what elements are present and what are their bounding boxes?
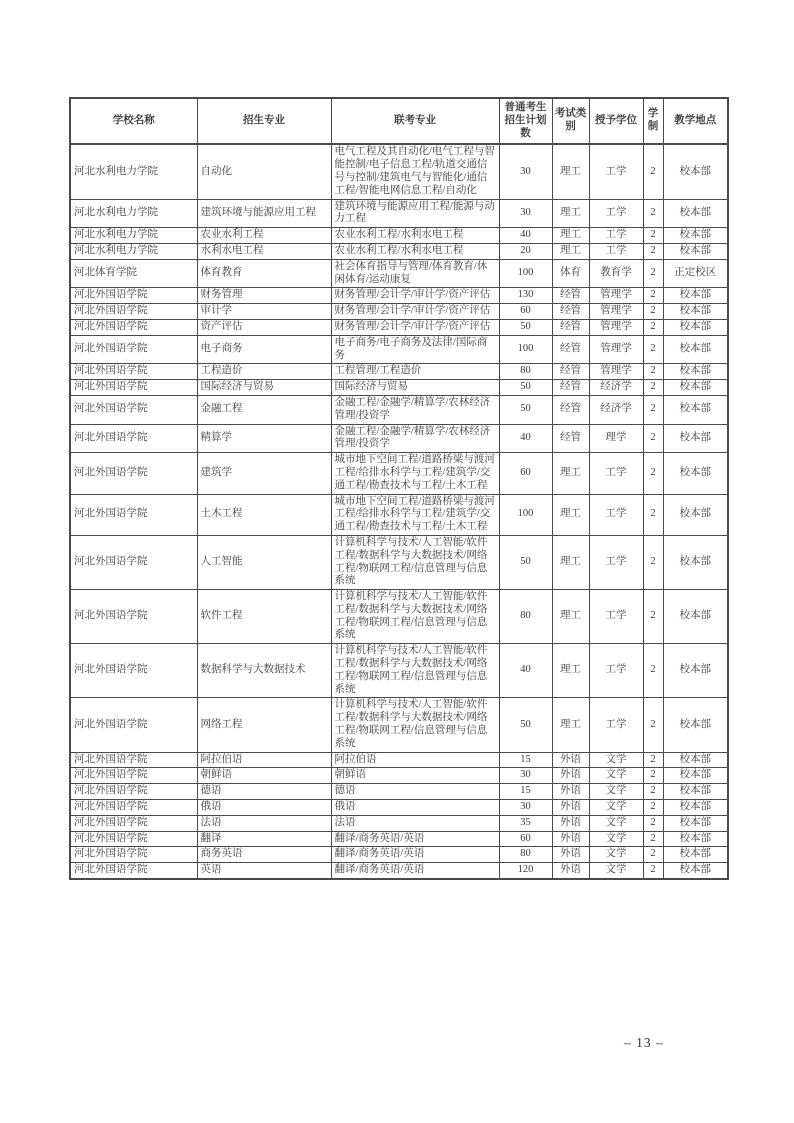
cell-duration: 2 — [643, 590, 663, 644]
cell-exam-category: 外语 — [552, 863, 589, 879]
cell-plan-count: 120 — [499, 863, 552, 879]
cell-duration: 2 — [643, 784, 663, 800]
cell-teaching-location: 校本部 — [663, 863, 728, 879]
cell-teaching-location: 校本部 — [663, 364, 728, 380]
cell-plan-count: 50 — [499, 698, 552, 752]
cell-degree-awarded: 经济学 — [589, 395, 643, 424]
cell-exam-category: 外语 — [552, 800, 589, 816]
cell-degree-awarded: 工学 — [589, 590, 643, 644]
cell-joint-exam-major: 农业水利工程/水利水电工程 — [331, 228, 499, 244]
cell-teaching-location: 校本部 — [663, 815, 728, 831]
cell-exam-category: 理工 — [552, 535, 589, 589]
cell-plan-count: 20 — [499, 243, 552, 259]
table-row — [70, 380, 728, 396]
cell-degree-awarded: 工学 — [589, 243, 643, 259]
cell-exam-category: 外语 — [552, 784, 589, 800]
cell-teaching-location: 校本部 — [663, 304, 728, 320]
cell-school-name: 河北外国语学院 — [70, 768, 197, 784]
cell-exam-category: 经管 — [552, 304, 589, 320]
cell-plan-count: 50 — [499, 395, 552, 424]
cell-school-name: 河北外国语学院 — [70, 535, 197, 589]
cell-joint-exam-major: 法语 — [331, 815, 499, 831]
cell-joint-exam-major: 电子商务/电子商务及法律/国际商务 — [331, 335, 499, 364]
cell-joint-exam-major: 金融工程/金融学/精算学/农林经济管理/投资学 — [331, 424, 499, 453]
cell-enroll-major: 农业水利工程 — [197, 228, 331, 244]
table-header-row — [70, 98, 728, 144]
cell-duration: 2 — [643, 259, 663, 288]
cell-duration: 2 — [643, 800, 663, 816]
cell-enroll-major: 土木工程 — [197, 494, 331, 535]
cell-plan-count: 80 — [499, 847, 552, 863]
cell-enroll-major: 水利水电工程 — [197, 243, 331, 259]
cell-enroll-major: 网络工程 — [197, 698, 331, 752]
cell-joint-exam-major: 计算机科学与技术/人工智能/软件工程/数据科学与大数据技术/网络工程/物联网工程/信息管理与信息系统 — [331, 590, 499, 644]
cell-exam-category: 经管 — [552, 364, 589, 380]
cell-exam-category: 理工 — [552, 698, 589, 752]
cell-joint-exam-major: 朝鲜语 — [331, 768, 499, 784]
cell-plan-count: 50 — [499, 319, 552, 335]
cell-joint-exam-major: 财务管理/会计学/审计学/资产评估 — [331, 288, 499, 304]
header-enroll-major: 招生专业 — [197, 98, 331, 144]
cell-joint-exam-major: 财务管理/会计学/审计学/资产评估 — [331, 304, 499, 320]
cell-school-name: 河北外国语学院 — [70, 800, 197, 816]
cell-school-name: 河北外国语学院 — [70, 304, 197, 320]
cell-enroll-major: 商务英语 — [197, 847, 331, 863]
cell-school-name: 河北外国语学院 — [70, 494, 197, 535]
cell-exam-category: 经管 — [552, 319, 589, 335]
header-duration: 学制 — [643, 98, 663, 144]
cell-teaching-location: 校本部 — [663, 228, 728, 244]
cell-exam-category: 经管 — [552, 335, 589, 364]
cell-teaching-location: 校本部 — [663, 335, 728, 364]
cell-exam-category: 外语 — [552, 831, 589, 847]
cell-joint-exam-major: 计算机科学与技术/人工智能/软件工程/数据科学与大数据技术/网络工程/物联网工程/信息管理与信息系统 — [331, 535, 499, 589]
cell-enroll-major: 人工智能 — [197, 535, 331, 589]
cell-exam-category: 外语 — [552, 768, 589, 784]
cell-teaching-location: 校本部 — [663, 288, 728, 304]
cell-joint-exam-major: 德语 — [331, 784, 499, 800]
cell-teaching-location: 校本部 — [663, 199, 728, 228]
cell-joint-exam-major: 阿拉伯语 — [331, 752, 499, 768]
cell-duration: 2 — [643, 288, 663, 304]
cell-school-name: 河北外国语学院 — [70, 863, 197, 879]
cell-joint-exam-major: 国际经济与贸易 — [331, 380, 499, 396]
cell-degree-awarded: 文学 — [589, 768, 643, 784]
table-row — [70, 304, 728, 320]
cell-plan-count: 130 — [499, 288, 552, 304]
cell-enroll-major: 建筑环境与能源应用工程 — [197, 199, 331, 228]
cell-plan-count: 30 — [499, 144, 552, 199]
cell-teaching-location: 校本部 — [663, 831, 728, 847]
cell-enroll-major: 自动化 — [197, 144, 331, 199]
cell-exam-category: 体育 — [552, 259, 589, 288]
enrollment-plan-table — [69, 97, 729, 880]
cell-plan-count: 40 — [499, 644, 552, 698]
cell-enroll-major: 金融工程 — [197, 395, 331, 424]
cell-plan-count: 30 — [499, 199, 552, 228]
header-joint-exam-major: 联考专业 — [331, 98, 499, 144]
cell-degree-awarded: 文学 — [589, 863, 643, 879]
cell-school-name: 河北外国语学院 — [70, 335, 197, 364]
page-number: – 13 – — [624, 1035, 664, 1050]
cell-school-name: 河北水利电力学院 — [70, 199, 197, 228]
cell-exam-category: 理工 — [552, 644, 589, 698]
cell-degree-awarded: 经济学 — [589, 380, 643, 396]
cell-enroll-major: 阿拉伯语 — [197, 752, 331, 768]
cell-plan-count: 15 — [499, 752, 552, 768]
cell-enroll-major: 工程造价 — [197, 364, 331, 380]
header-plan-count: 普通考生招生计划数 — [499, 98, 552, 144]
cell-duration: 2 — [643, 243, 663, 259]
cell-degree-awarded: 文学 — [589, 847, 643, 863]
cell-enroll-major: 英语 — [197, 863, 331, 879]
cell-school-name: 河北外国语学院 — [70, 831, 197, 847]
cell-degree-awarded: 工学 — [589, 453, 643, 494]
cell-enroll-major: 财务管理 — [197, 288, 331, 304]
cell-teaching-location: 校本部 — [663, 698, 728, 752]
table-row — [70, 800, 728, 816]
cell-enroll-major: 德语 — [197, 784, 331, 800]
cell-plan-count: 15 — [499, 784, 552, 800]
table-row — [70, 199, 728, 228]
cell-exam-category: 经管 — [552, 288, 589, 304]
cell-enroll-major: 建筑学 — [197, 453, 331, 494]
cell-degree-awarded: 理学 — [589, 424, 643, 453]
cell-duration: 2 — [643, 453, 663, 494]
table-row — [70, 494, 728, 535]
cell-teaching-location: 校本部 — [663, 644, 728, 698]
cell-degree-awarded: 文学 — [589, 831, 643, 847]
cell-enroll-major: 体育教育 — [197, 259, 331, 288]
cell-duration: 2 — [643, 847, 663, 863]
cell-joint-exam-major: 金融工程/金融学/精算学/农林经济管理/投资学 — [331, 395, 499, 424]
cell-joint-exam-major: 计算机科学与技术/人工智能/软件工程/数据科学与大数据技术/网络工程/物联网工程/信息管理与信息系统 — [331, 698, 499, 752]
cell-enroll-major: 朝鲜语 — [197, 768, 331, 784]
cell-degree-awarded: 管理学 — [589, 304, 643, 320]
cell-degree-awarded: 工学 — [589, 644, 643, 698]
cell-joint-exam-major: 翻译/商务英语/英语 — [331, 831, 499, 847]
cell-exam-category: 理工 — [552, 144, 589, 199]
cell-exam-category: 外语 — [552, 847, 589, 863]
cell-plan-count: 60 — [499, 304, 552, 320]
cell-school-name: 河北外国语学院 — [70, 847, 197, 863]
cell-joint-exam-major: 电气工程及其自动化/电气工程与智能控制/电子信息工程/轨道交通信号与控制/建筑电气与智能化/通信工程/智能电网信息工程/自动化 — [331, 144, 499, 199]
cell-plan-count: 60 — [499, 453, 552, 494]
cell-plan-count: 30 — [499, 768, 552, 784]
cell-degree-awarded: 管理学 — [589, 288, 643, 304]
cell-joint-exam-major: 建筑环境与能源应用工程/能源与动力工程 — [331, 199, 499, 228]
cell-enroll-major: 国际经济与贸易 — [197, 380, 331, 396]
cell-plan-count: 60 — [499, 831, 552, 847]
cell-school-name: 河北外国语学院 — [70, 395, 197, 424]
cell-joint-exam-major: 工程管理/工程造价 — [331, 364, 499, 380]
cell-joint-exam-major: 社会体育指导与管理/体育教育/休闲体育/运动康复 — [331, 259, 499, 288]
cell-plan-count: 40 — [499, 424, 552, 453]
table-row — [70, 590, 728, 644]
cell-duration: 2 — [643, 494, 663, 535]
cell-teaching-location: 校本部 — [663, 494, 728, 535]
table-row — [70, 535, 728, 589]
cell-degree-awarded: 工学 — [589, 144, 643, 199]
table-row — [70, 847, 728, 863]
cell-enroll-major: 数据科学与大数据技术 — [197, 644, 331, 698]
cell-plan-count: 80 — [499, 590, 552, 644]
table-row — [70, 831, 728, 847]
cell-duration: 2 — [643, 424, 663, 453]
cell-duration: 2 — [643, 535, 663, 589]
cell-duration: 2 — [643, 815, 663, 831]
cell-school-name: 河北水利电力学院 — [70, 243, 197, 259]
cell-school-name: 河北水利电力学院 — [70, 144, 197, 199]
cell-duration: 2 — [643, 199, 663, 228]
cell-school-name: 河北外国语学院 — [70, 815, 197, 831]
header-teaching-location: 教学地点 — [663, 98, 728, 144]
cell-teaching-location: 校本部 — [663, 784, 728, 800]
cell-plan-count: 100 — [499, 259, 552, 288]
header-school-name: 学校名称 — [70, 98, 197, 144]
cell-joint-exam-major: 翻译/商务英语/英语 — [331, 847, 499, 863]
cell-school-name: 河北水利电力学院 — [70, 228, 197, 244]
cell-joint-exam-major: 财务管理/会计学/审计学/资产评估 — [331, 319, 499, 335]
cell-exam-category: 外语 — [552, 752, 589, 768]
cell-plan-count: 100 — [499, 494, 552, 535]
cell-enroll-major: 翻译 — [197, 831, 331, 847]
cell-school-name: 河北外国语学院 — [70, 319, 197, 335]
header-degree-awarded: 授予学位 — [589, 98, 643, 144]
cell-enroll-major: 资产评估 — [197, 319, 331, 335]
cell-degree-awarded: 工学 — [589, 228, 643, 244]
cell-joint-exam-major: 城市地下空间工程/道路桥梁与渡河工程/给排水科学与工程/建筑学/交通工程/勘查技术与工程/土木工程 — [331, 453, 499, 494]
cell-school-name: 河北外国语学院 — [70, 698, 197, 752]
cell-duration: 2 — [643, 698, 663, 752]
cell-plan-count: 50 — [499, 535, 552, 589]
cell-enroll-major: 俄语 — [197, 800, 331, 816]
table-row — [70, 228, 728, 244]
table-row — [70, 752, 728, 768]
cell-degree-awarded: 工学 — [589, 494, 643, 535]
cell-degree-awarded: 管理学 — [589, 364, 643, 380]
cell-school-name: 河北外国语学院 — [70, 590, 197, 644]
cell-duration: 2 — [643, 644, 663, 698]
cell-exam-category: 经管 — [552, 380, 589, 396]
cell-degree-awarded: 工学 — [589, 199, 643, 228]
table-row — [70, 335, 728, 364]
cell-joint-exam-major: 城市地下空间工程/道路桥梁与渡河工程/给排水科学与工程/建筑学/交通工程/勘查技术与工程/土木工程 — [331, 494, 499, 535]
cell-degree-awarded: 管理学 — [589, 319, 643, 335]
table-row — [70, 424, 728, 453]
cell-joint-exam-major: 计算机科学与技术/人工智能/软件工程/数据科学与大数据技术/网络工程/物联网工程/信息管理与信息系统 — [331, 644, 499, 698]
cell-exam-category: 理工 — [552, 199, 589, 228]
cell-exam-category: 理工 — [552, 453, 589, 494]
table-row — [70, 784, 728, 800]
cell-plan-count: 40 — [499, 228, 552, 244]
cell-duration: 2 — [643, 319, 663, 335]
cell-plan-count: 30 — [499, 800, 552, 816]
cell-joint-exam-major: 俄语 — [331, 800, 499, 816]
cell-degree-awarded: 文学 — [589, 815, 643, 831]
cell-enroll-major: 软件工程 — [197, 590, 331, 644]
cell-plan-count: 50 — [499, 380, 552, 396]
cell-joint-exam-major: 翻译/商务英语/英语 — [331, 863, 499, 879]
cell-duration: 2 — [643, 144, 663, 199]
cell-school-name: 河北体育学院 — [70, 259, 197, 288]
cell-teaching-location: 校本部 — [663, 395, 728, 424]
cell-enroll-major: 电子商务 — [197, 335, 331, 364]
cell-duration: 2 — [643, 335, 663, 364]
cell-school-name: 河北外国语学院 — [70, 752, 197, 768]
table-row — [70, 768, 728, 784]
table-row — [70, 288, 728, 304]
cell-plan-count: 80 — [499, 364, 552, 380]
cell-enroll-major: 精算学 — [197, 424, 331, 453]
cell-enroll-major: 审计学 — [197, 304, 331, 320]
cell-exam-category: 理工 — [552, 590, 589, 644]
cell-duration: 2 — [643, 228, 663, 244]
cell-degree-awarded: 教育学 — [589, 259, 643, 288]
cell-duration: 2 — [643, 752, 663, 768]
cell-duration: 2 — [643, 863, 663, 879]
cell-school-name: 河北外国语学院 — [70, 453, 197, 494]
cell-exam-category: 理工 — [552, 494, 589, 535]
cell-degree-awarded: 管理学 — [589, 335, 643, 364]
cell-duration: 2 — [643, 364, 663, 380]
cell-school-name: 河北外国语学院 — [70, 424, 197, 453]
cell-enroll-major: 法语 — [197, 815, 331, 831]
cell-exam-category: 理工 — [552, 228, 589, 244]
cell-school-name: 河北外国语学院 — [70, 364, 197, 380]
cell-teaching-location: 校本部 — [663, 590, 728, 644]
table-row — [70, 698, 728, 752]
cell-plan-count: 35 — [499, 815, 552, 831]
cell-degree-awarded: 工学 — [589, 535, 643, 589]
cell-degree-awarded: 文学 — [589, 800, 643, 816]
table-row — [70, 319, 728, 335]
table-row — [70, 364, 728, 380]
cell-teaching-location: 校本部 — [663, 424, 728, 453]
cell-school-name: 河北外国语学院 — [70, 784, 197, 800]
cell-teaching-location: 校本部 — [663, 380, 728, 396]
header-exam-category: 考试类别 — [552, 98, 589, 144]
cell-degree-awarded: 文学 — [589, 784, 643, 800]
cell-teaching-location: 校本部 — [663, 319, 728, 335]
cell-teaching-location: 校本部 — [663, 768, 728, 784]
cell-duration: 2 — [643, 380, 663, 396]
cell-teaching-location: 校本部 — [663, 453, 728, 494]
cell-teaching-location: 校本部 — [663, 847, 728, 863]
cell-teaching-location: 校本部 — [663, 535, 728, 589]
cell-teaching-location: 校本部 — [663, 243, 728, 259]
table-row — [70, 144, 728, 199]
cell-exam-category: 经管 — [552, 424, 589, 453]
cell-exam-category: 经管 — [552, 395, 589, 424]
table-row — [70, 395, 728, 424]
cell-teaching-location: 校本部 — [663, 144, 728, 199]
cell-duration: 2 — [643, 395, 663, 424]
cell-duration: 2 — [643, 768, 663, 784]
cell-teaching-location: 正定校区 — [663, 259, 728, 288]
cell-joint-exam-major: 农业水利工程/水利水电工程 — [331, 243, 499, 259]
cell-exam-category: 外语 — [552, 815, 589, 831]
table-row — [70, 453, 728, 494]
cell-school-name: 河北外国语学院 — [70, 644, 197, 698]
table-body — [70, 144, 728, 879]
cell-teaching-location: 校本部 — [663, 752, 728, 768]
cell-teaching-location: 校本部 — [663, 800, 728, 816]
table-row — [70, 815, 728, 831]
cell-degree-awarded: 文学 — [589, 752, 643, 768]
cell-plan-count: 100 — [499, 335, 552, 364]
table-row — [70, 259, 728, 288]
table-row — [70, 243, 728, 259]
table-row — [70, 863, 728, 879]
cell-exam-category: 理工 — [552, 243, 589, 259]
cell-duration: 2 — [643, 831, 663, 847]
cell-school-name: 河北外国语学院 — [70, 288, 197, 304]
table-row — [70, 644, 728, 698]
cell-duration: 2 — [643, 304, 663, 320]
cell-school-name: 河北外国语学院 — [70, 380, 197, 396]
cell-degree-awarded: 工学 — [589, 698, 643, 752]
